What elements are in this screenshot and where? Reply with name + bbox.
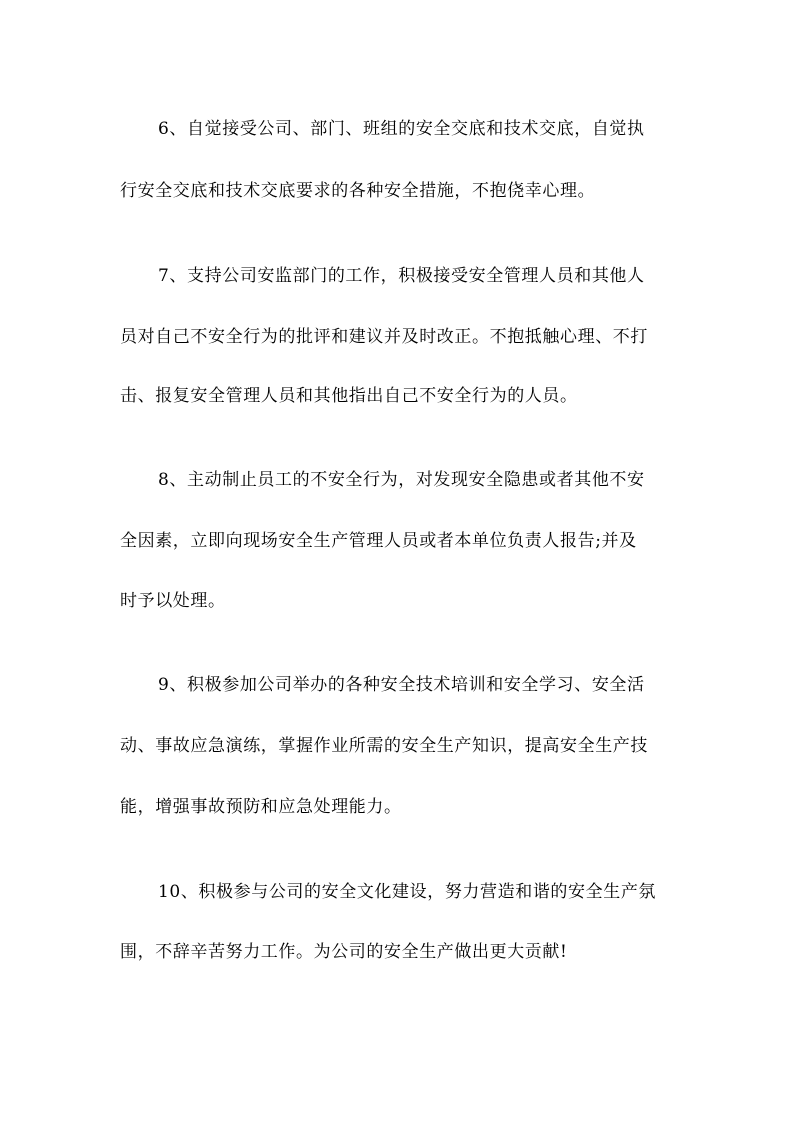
paragraph-9-line-1: 9、积极参加公司举办的各种安全技术培训和安全学习、安全活 bbox=[158, 675, 645, 695]
paragraph-6-line-2: 行安全交底和技术交底要求的各种安全措施，不抱侥幸心理。 bbox=[120, 181, 596, 201]
paragraph-7-line-3: 击、报复安全管理人员和其他指出自己不安全行为的人员。 bbox=[120, 386, 578, 406]
paragraph-10-line-1: 10、积极参与公司的安全文化建设，努力营造和谐的安全生产氛 bbox=[158, 882, 657, 902]
paragraph-6-line-1: 6、自觉接受公司、部门、班组的安全交底和技术交底，自觉执 bbox=[158, 119, 645, 139]
paragraph-7-line-2: 员对自己不安全行为的批评和建议并及时改正。不抱抵触心理、不打 bbox=[120, 327, 648, 347]
paragraph-10-line-2: 围，不辞辛苦努力工作。为公司的安全生产做出更大贡献! bbox=[120, 942, 568, 962]
paragraph-8-line-2: 全因素，立即向现场安全生产管理人员或者本单位负责人报告;并及 bbox=[120, 531, 637, 551]
paragraph-8-line-3: 时予以处理。 bbox=[120, 591, 226, 611]
paragraph-7-line-1: 7、支持公司安监部门的工作，积极接受安全管理人员和其他人 bbox=[158, 266, 645, 286]
paragraph-8-line-1: 8、主动制止员工的不安全行为，对发现安全隐患或者其他不安 bbox=[158, 470, 645, 490]
paragraph-9-line-3: 能，增强事故预防和应急处理能力。 bbox=[120, 797, 402, 817]
paragraph-9-line-2: 动、事故应急演练，掌握作业所需的安全生产知识，提高安全生产技 bbox=[120, 736, 648, 756]
